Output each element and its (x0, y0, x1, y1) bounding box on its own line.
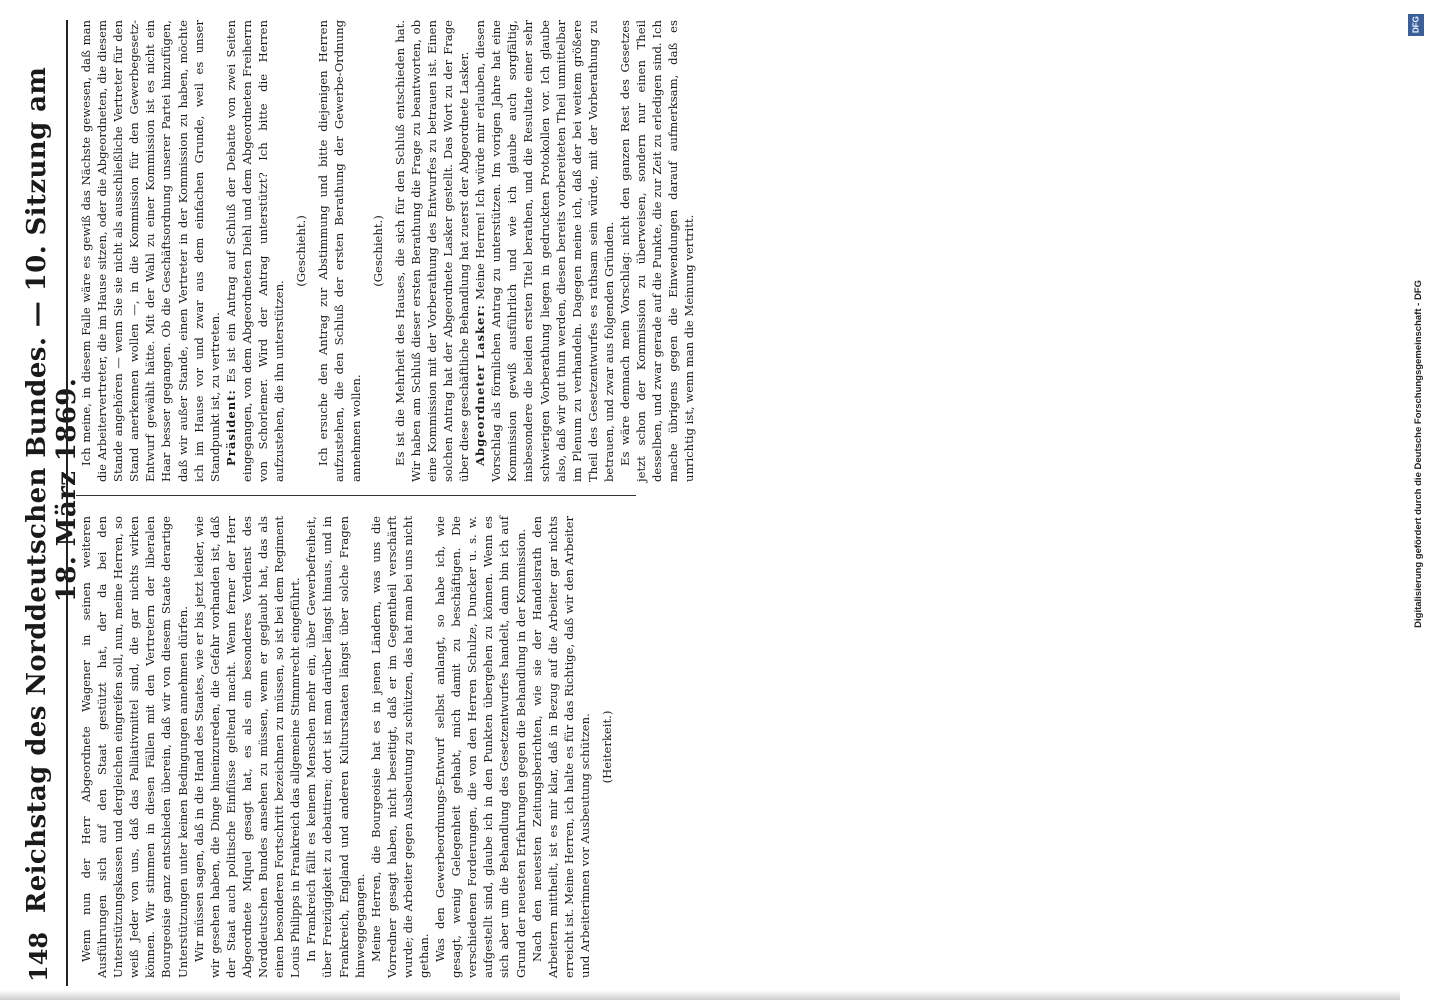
paragraph: Was den Gewerbeordnungs-Entwurf selbst anlangt, so habe ich, wie gesagt, wenig Gelegenheit gehabt, mich damit zu beschäftigen. Die verschiedenen Forderungen, die von den Herren Schulze, Duncker u. s. w. aufgestellt sind, glaube ich in den Punkten übergehen zu können. Wenn es sich aber um die Behandlung des Gesetzentwurfes handelt, dann bin ich auf Grund der neuesten Erfahrungen gegen die Behandlung in der Kommission. (433, 516, 528, 978)
paragraph: Ich ersuche den Antrag zur Abstimmung und bitte diejenigen Herren aufzustehen, die den Schluß der ersten Berathung der Gewerbe-Ordnung annehmen wollen. (316, 20, 363, 482)
dfg-logo: DFG (1408, 14, 1424, 36)
paragraph: In Frankreich fällt es keinem Menschen mehr ein, über Gewerbefreiheit, über Freizügigkeit zu debattiren; dort ist man darüber längst hinaus, und in Frankreich, England und anderen Kulturstaaten längst über solche Fragen hinweggegangen. (304, 516, 367, 978)
speaker-label: Abgeordneter Lasker: (473, 304, 488, 466)
paragraph: Wenn nun der Herr Abgeordnete Wagener in seinen weiteren Ausführungen sich auf den Staat gestützt hat, der da bei den Unterstützungskassen und dergleichen eingreifen soll, nun, meine Herren, so weiß Jeder von uns, daß das Palliativmittel sind, die gar nichts wirken können. Wir stimmen in diesen Fällen mit den Vertretern der liberalen Bourgeoisie ganz entschieden überein, daß wir von diesem Staate derartige Unterstützungen unter keinen Bedingungen annehmen dürfen. (79, 516, 190, 978)
president-paragraph (223, 20, 287, 482)
page-number: 148 (24, 931, 53, 982)
running-head: Reichstag des Norddeutschen Bundes. — 10. Sitzung am 18. März 1869. (22, 66, 82, 914)
left-column (78, 516, 618, 978)
scan-edge-shadow (0, 990, 1400, 1000)
speech-text: Meine Herren! Ich würde mir erlauben, diesen Vorschlag als förmlichen Antrag zu unterstützen. Im vorigen Jahre hat eine Kommission gewiß ausführlich und wie ich glaube auch sorgfältig, insbesondere die beiden ersten Titel berathen, und die Resultate einer sehr schwierigen Vorberathung liegen in gedruckten Protokollen vor. Ich glaube also, daß wir gut thun werden, diesen bereits vorbereiteten Theil unmittelbar im Plenum zu verhandeln. Dagegen meine ich, daß der bei weitem größere Theil des Gesetzentwurfes es rathsam sein würde, mit der Vorberathung zu betrauen, und zwar aus folgenden Gründen. (473, 20, 616, 482)
page-header (20, 0, 82, 1000)
speaker-label: Präsident: (223, 389, 238, 466)
stage-direction: (Geschieht.) (294, 215, 309, 287)
speech-text: Es ist ein Antrag auf Schluß der Debatte von zwei Seiten eingegangen, von dem Abgeordneten Diehl und dem Abgeordneten Freiherrn von Schorlemer. Wird der Antrag unterstützt? Ich bitte die Herren aufzustehen, die ihn unterstützen. (223, 20, 287, 482)
paragraph: Wir müssen sagen, daß in die Hand des Staates, wie er bis jetzt leider, wie wir gesehen haben, die Dinge hineinzureden, die Gefahr vorhanden ist, daß der Staat auch politische Einflüsse geltend macht. Wenn ferner der Herr Abgeordnete Miquel gesagt hat, es als ein besonderes Verdienst des Norddeutschen Bundes ansehen zu müssen, wenn er geglaubt hat, das als einen besonderen Fortschritt bezeichnen zu müssen, so ist bei dem Regiment Louis Philipps in Frankreich das allgemeine Stimmrecht eingeführt. (191, 516, 303, 978)
digitization-credit (1408, 8, 1426, 708)
paragraph: Es wäre demnach mein Vorschlag: nicht den ganzen Rest des Gesetzes jetzt schon der Kommission zu überweisen, sondern nur einen Theil desselben, und zwar gerade auf die Punkte, die zur Zeit zu erledigen sind. Ich mache übrigens gegen die Einwendungen darauf aufmerksam, daß es unrichtig ist, wenn man die Meinung vertritt. (618, 20, 697, 482)
lasker-paragraph (472, 20, 617, 482)
paragraph: Ich meine, in diesem Falle wäre es gewiß das Nächste gewesen, daß man die Arbeitervertreter, die im Hause sitzen, oder die Abgeordneten, die diesem Stande angehören — wenn Sie sie nicht als ausschließliche Vertreter für den Stand anerkennen wollen —, in die Kommission für den Gewerbegesetz-Entwurf gewählt hätte. Mit der Wahl zu einer Kommission ist es nicht ein Haar besser gegangen. Ob die Geschäftsordnung unserer Partei hinzufügen, daß wir außer Stande, einen Vertreter in der Kommission zu haben, möchte ich im Hause vor und zwar aus dem einfachen Grunde, weil es unser Standpunkt ist, zu vertreten. (79, 20, 222, 482)
paragraph: Nach den neuesten Zeitungsberichten, wie sie der Handelsrath den Arbeitern mittheilt, ist es mir klar, daß in Bezug auf die Arbeiter gar nichts erreicht ist. Meine Herren, ich halte es für das Richtige, daß wir den Arbeiter und Arbeiterinnen vor Ausbeutung schützen. (529, 516, 592, 978)
column-divider (76, 495, 636, 496)
paragraph: Meine Herren, die Bourgeoisie hat es in jenen Ländern, was uns die Vorredner gesagt haben, nicht beseitigt, daß er im Gegentheil verschärft wurde; die Arbeiter gegen Ausbeutung zu schützen, das hat man bei uns nicht gethan. (368, 516, 431, 978)
stage-direction: (Heiterkeit.) (600, 710, 614, 784)
stage-direction: (Geschieht.) (370, 215, 385, 287)
credit-text: Digitalisierung gefördert durch die Deutsche Forschungsgemeinschaft - DFG (1413, 280, 1424, 628)
paragraph: Es ist die Mehrheit des Hauses, die sich für den Schluß entschieden hat. Wir haben am Schluß dieser ersten Berathung die Frage zu beantworten, ob eine Kommission mit der Vorberathung des Entwurfes zu betrauen ist. Einen solchen Antrag hat der Abgeordnete Lasker gestellt. Das Wort zu der Frage über diese geschäftliche Behandlung hat zuerst der Abgeordnete Lasker. (392, 20, 472, 482)
header-rule (66, 20, 68, 986)
right-column (78, 20, 697, 482)
